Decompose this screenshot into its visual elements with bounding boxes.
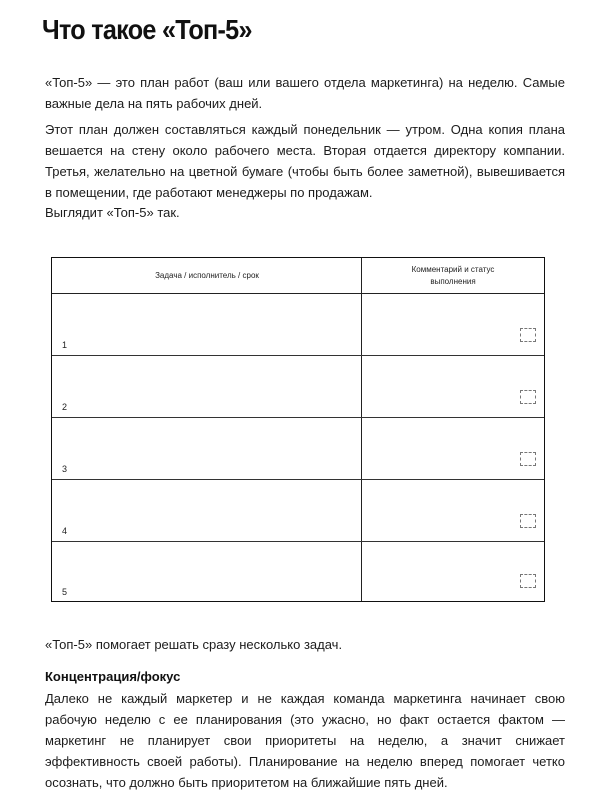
row-number: 5: [62, 587, 68, 597]
table-row: [52, 542, 544, 602]
status-checkbox-icon: [520, 452, 536, 466]
section-paragraph: Далеко не каждый маркетер и не каждая команда маркетинга начинает свою рабочую неделю с ее планирования (это ужасно, но факт остается фактом — маркетинг не планирует свои приоритеты на неделю, а значит снижает эффективность своей работы). Планирование на неделю вперед помогает четко осознать, что должно быть приоритетом на ближайшие пять дней.: [45, 691, 565, 790]
status-checkbox-icon: [520, 574, 536, 588]
status-checkbox-icon: [520, 390, 536, 404]
intro-paragraph: «Топ-5» — это план работ (ваш или вашего отдела маркетинга) на неделю. Самые важные дела на пять рабочих дней.: [45, 75, 565, 111]
table-row: [52, 480, 544, 542]
table-row: [52, 418, 544, 480]
table-row: [52, 356, 544, 418]
table-row: [52, 294, 544, 356]
row-number: 3: [62, 464, 68, 474]
plan-paragraph: Этот план должен составляться каждый понедельник — утром. Одна копия плана вешается на стену около рабочего места. Вторая отдается директору компании. Третья, желательно на цветной бумаге (чтобы быть более заметной), вывешивается в помещении, где работают менеджеры по продажам.: [45, 122, 565, 200]
header-comment-column: Комментарий и статус выполнения: [411, 264, 495, 286]
looks-like-paragraph: Выглядит «Топ-5» так.: [45, 205, 180, 220]
page-title: Что такое «Топ-5»: [42, 14, 252, 45]
row-number: 4: [62, 526, 68, 536]
status-checkbox-icon: [520, 514, 536, 528]
after-table-paragraph: «Топ-5» помогает решать сразу несколько задач.: [45, 637, 343, 652]
header-task-column: Задача / исполнитель / срок: [155, 271, 259, 280]
row-number: 1: [62, 340, 68, 350]
table-header: [52, 258, 544, 294]
row-number: 2: [62, 402, 68, 412]
status-checkbox-icon: [520, 328, 536, 342]
section-heading: Концентрация/фокус: [45, 669, 181, 684]
top5-table: [51, 257, 545, 602]
